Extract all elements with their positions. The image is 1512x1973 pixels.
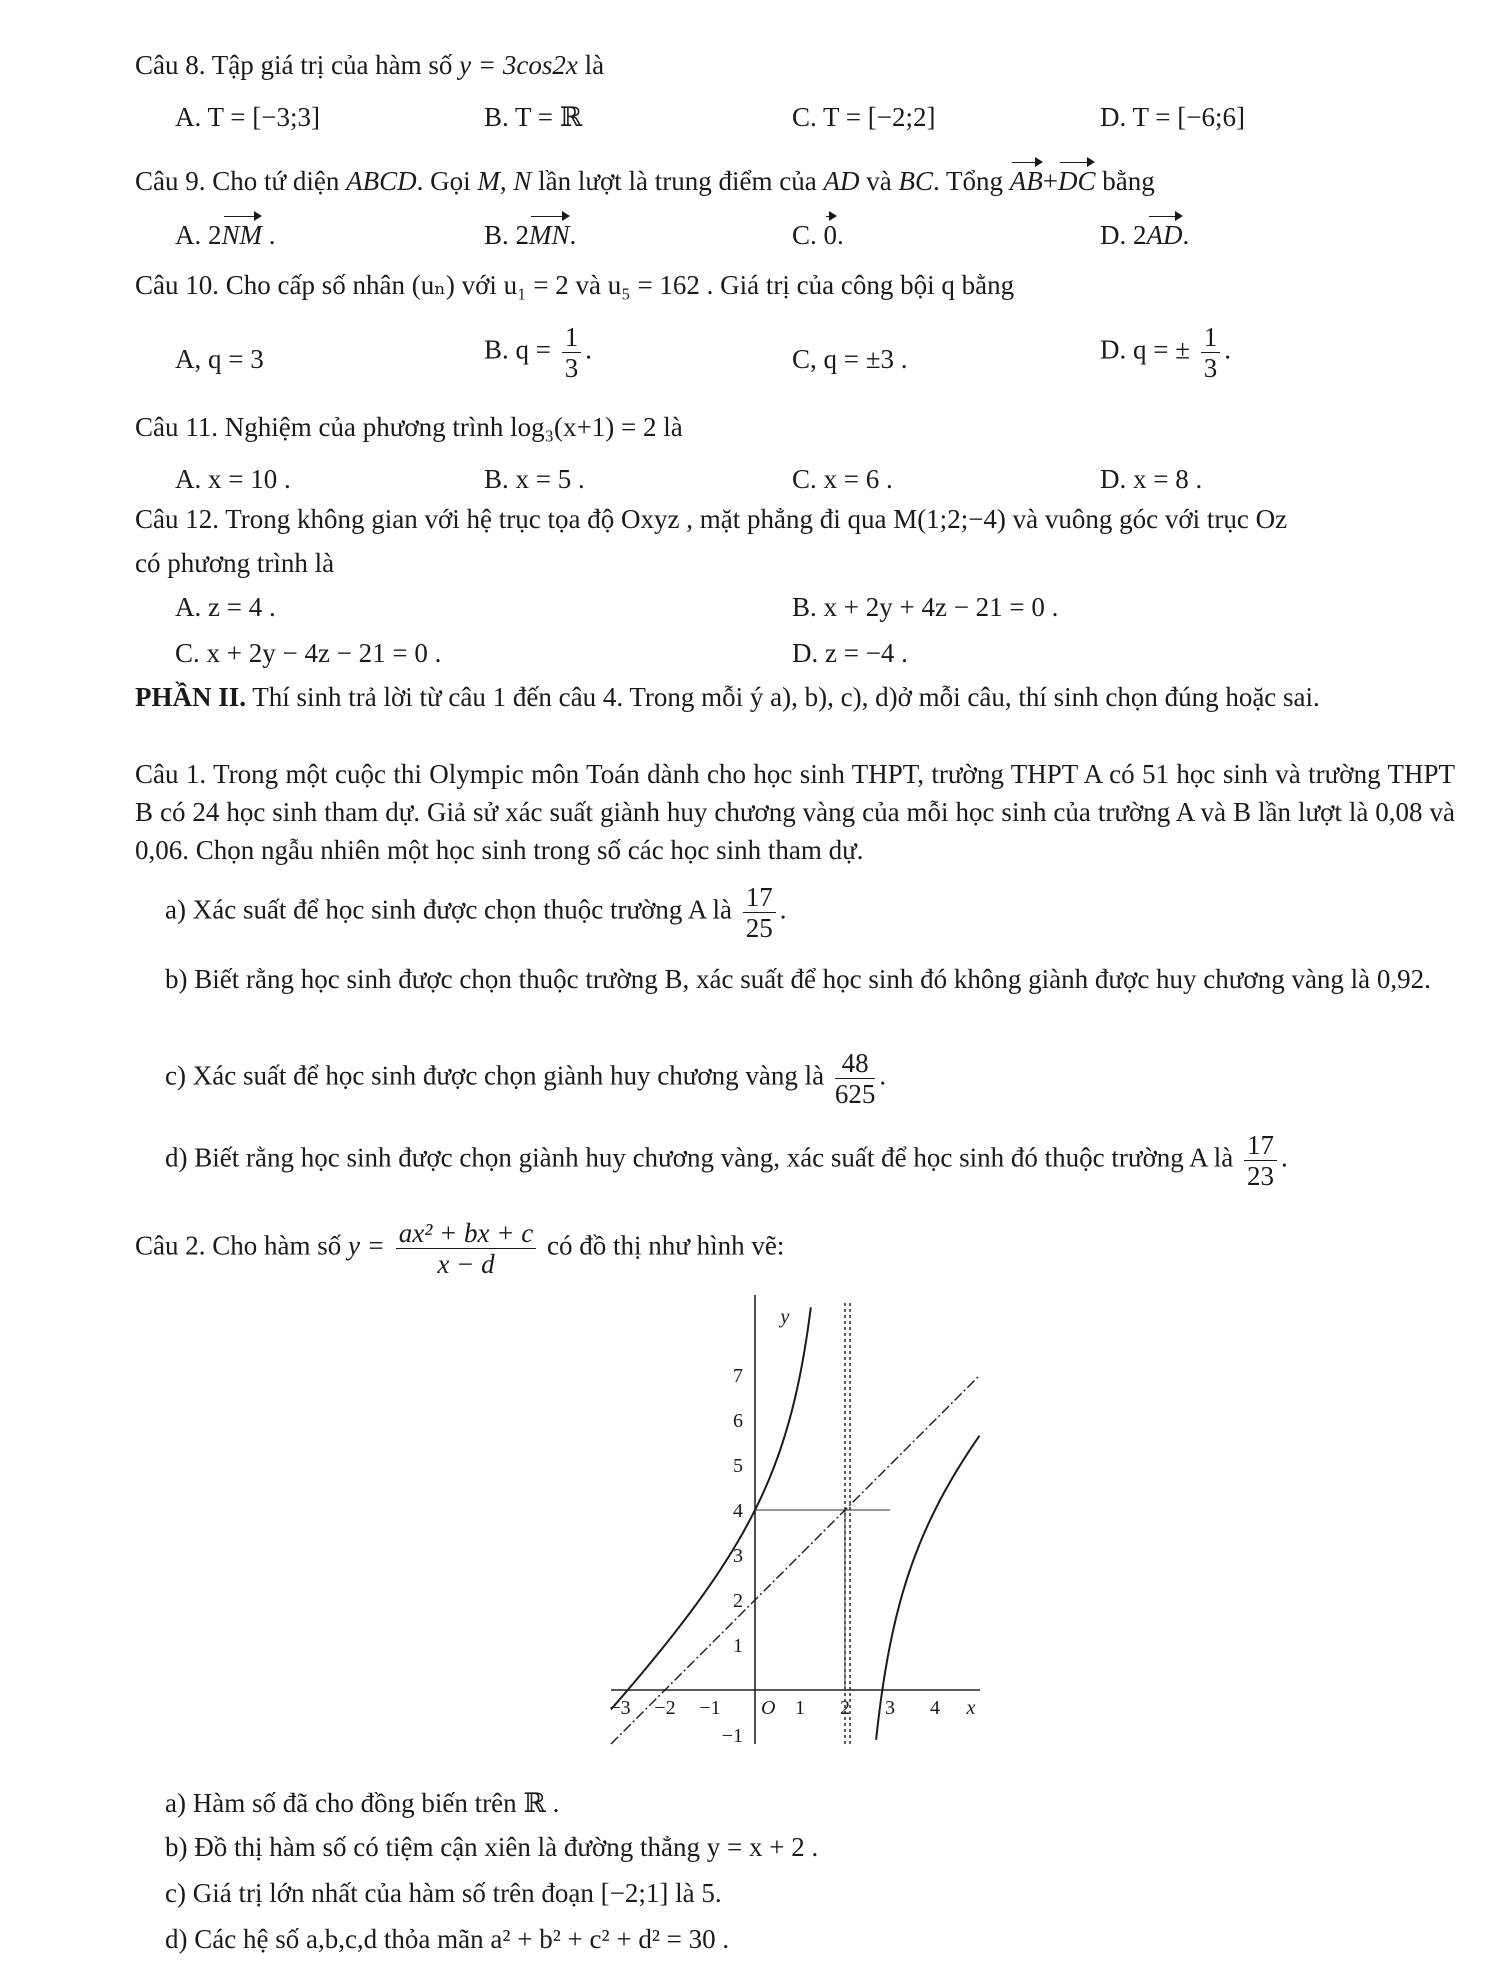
x-tick-1: 1 — [795, 1697, 805, 1719]
q10-b-num: 1 — [562, 322, 582, 353]
q9-b-post: . — [569, 220, 577, 250]
q9-text-d: và — [866, 166, 892, 196]
c1-a-num: 17 — [743, 882, 776, 913]
c1-a-den: 25 — [745, 913, 773, 943]
c2-den: x − d — [437, 1249, 495, 1279]
q8-stem-text: Câu 8. Tập giá trị của hàm số — [135, 50, 453, 80]
c2-item-c: c) Giá trị lớn nhất của hàm số trên đoạn [−2;1] là 5. — [165, 1878, 722, 1908]
q9-text-a: Câu 9. Cho tứ diện — [135, 166, 340, 196]
x-tick-3: 3 — [885, 1697, 895, 1719]
y-tick-7: 7 — [733, 1365, 743, 1387]
q9-text-e: . Tổng — [932, 166, 1003, 196]
q8-option-c: C. T = [−2;2] — [792, 102, 936, 132]
q12-stem-line1: Câu 12. Trong không gian với hệ trục tọa độ Oxyz , mặt phẳng đi qua M(1;2;−4) và vuông góc với trục Oz — [135, 504, 1288, 534]
x-tick-4: 4 — [930, 1697, 940, 1719]
q9-c-pre: C. — [792, 220, 817, 250]
q9-d-post: . — [1182, 220, 1190, 250]
q10-option-b — [484, 322, 592, 383]
q9-option-a — [175, 218, 276, 252]
q9-c-vector: 0 — [823, 220, 838, 250]
c1-d-post: . — [1281, 1142, 1288, 1173]
function-graph — [590, 1295, 1030, 1785]
q10-d-fraction — [1201, 322, 1221, 383]
q9-b-vector: MN — [529, 220, 570, 250]
q9-c-post: . — [837, 220, 844, 250]
x-tick-2: 2 — [840, 1697, 850, 1719]
c1-a-fraction — [743, 882, 776, 943]
c2-y-eq: y = — [348, 1230, 385, 1261]
c1-item-c — [165, 1048, 886, 1109]
q9-ad: AD — [823, 166, 860, 196]
part2-text: Thí sinh trả lời từ câu 1 đến câu 4. Trong mỗi ý a), b), c), d)ở mỗi câu, thí sinh chọn đúng hoặc sai. — [246, 682, 1320, 712]
q10-option-a: A, q = 3 — [175, 344, 264, 374]
q11-option-d: D. x = 8 . — [1100, 464, 1203, 494]
q10-d-den: 3 — [1203, 353, 1218, 383]
c1-item-b: b) Biết rằng học sinh được chọn thuộc trường B, xác suất để học sinh đó không giành được huy chương vàng là 0,92. — [165, 964, 1431, 994]
c2-item-d: d) Các hệ số a,b,c,d thỏa mãn a² + b² + c² + d² = 30 . — [165, 1924, 730, 1954]
y-tick-2: 2 — [733, 1590, 743, 1612]
q9-stem — [135, 164, 1155, 198]
c1-a-text: a) Xác suất để học sinh được chọn thuộc trường A là — [165, 894, 732, 925]
q11-option-a: A. x = 10 . — [175, 464, 291, 494]
q9-plus: + — [1042, 166, 1058, 196]
q8-option-a: A. T = [−3;3] — [175, 102, 320, 132]
q10-d-pre: D. q = ± — [1100, 334, 1191, 365]
q8-option-d: D. T = [−6;6] — [1100, 102, 1245, 132]
q11-option-b: B. x = 5 . — [484, 464, 585, 494]
q8-stem-suffix: là — [584, 50, 605, 80]
q10-option-c: C, q = ±3 . — [792, 344, 908, 374]
c2-stem-post: có đồ thị như hình vẽ: — [546, 1230, 785, 1261]
q10-b-pre: B. q = — [484, 334, 551, 365]
c1-c-den: 625 — [834, 1079, 876, 1109]
q9-vector-dc: DC — [1057, 166, 1096, 196]
c2-stem-pre: Câu 2. Cho hàm số — [135, 1230, 342, 1261]
c1-stem: Câu 1. Trong một cuộc thi Olympic môn Toán dành cho học sinh THPT, trường THPT A có 51 học sinh và trường THPT B có 24 học sinh tham dự. Giả sử xác suất giành huy chương vàng của mỗi học sinh của trường A và B lần lượt là 0,08 và 0,06. Chọn ngẫu nhiên một học sinh trong số các học sinh tham dự. — [135, 759, 1455, 865]
curve-right-branch — [876, 1436, 979, 1740]
c1-c-num: 48 — [835, 1048, 876, 1079]
origin-label: O — [761, 1697, 776, 1719]
q10-b-fraction — [562, 322, 582, 383]
q9-d-pre: D. 2 — [1100, 220, 1147, 250]
q9-a-pre: A. 2 — [175, 220, 222, 250]
q9-a-post: . — [262, 220, 276, 250]
y-tick-5: 5 — [733, 1455, 743, 1477]
c1-c-post: . — [879, 1060, 887, 1091]
q9-d-vector: AD — [1146, 220, 1183, 250]
q9-abcd: ABCD — [346, 166, 417, 196]
q10-d-num: 1 — [1201, 322, 1221, 353]
q10-b-post: . — [585, 334, 592, 365]
x-tick-−1: −1 — [699, 1697, 721, 1719]
q9-mn: M, N — [477, 166, 532, 196]
part2-instructions — [135, 678, 1455, 716]
c2-num: ax² + bx + c — [396, 1218, 537, 1249]
c1-d-fraction — [1244, 1130, 1277, 1191]
q9-b-pre: B. 2 — [484, 220, 530, 250]
c2-stem — [135, 1218, 784, 1279]
q9-a-vector: NM — [221, 220, 262, 250]
q9-text-b: . Gọi — [416, 166, 471, 196]
q10-d-post: . — [1224, 334, 1232, 365]
q10-option-d — [1100, 322, 1231, 383]
oblique-asymptote — [611, 1375, 980, 1744]
q12-stem-line2: có phương trình là — [135, 548, 335, 578]
q8-option-b: B. T = ℝ — [484, 102, 583, 132]
q9-option-d — [1100, 218, 1189, 252]
curve-left-branch — [611, 1307, 811, 1709]
q11-stem: Câu 11. Nghiệm của phương trình log₃(x+1) = 2 là — [135, 412, 683, 442]
q12-option-d: D. z = −4 . — [792, 638, 908, 668]
y-tick-3: 3 — [733, 1545, 743, 1567]
y-tick-1: 1 — [733, 1635, 743, 1657]
c1-d-text: d) Biết rằng học sinh được chọn giành huy chương vàng, xác suất để học sinh đó thuộc trường A là — [165, 1142, 1234, 1173]
c2-fraction — [396, 1218, 537, 1279]
c1-c-fraction — [835, 1048, 876, 1109]
q10-b-den: 3 — [564, 353, 579, 383]
q12-option-c: C. x + 2y − 4z − 21 = 0 . — [175, 638, 442, 668]
c1-d-den: 23 — [1247, 1161, 1275, 1191]
q11-option-c: C. x = 6 . — [792, 464, 893, 494]
q9-option-b — [484, 218, 576, 252]
c1-c-text: c) Xác suất để học sinh được chọn giành huy chương vàng là — [165, 1060, 825, 1091]
c1-d-num: 17 — [1244, 1130, 1277, 1161]
y-axis-label: y — [780, 1306, 790, 1328]
y-tick-4: 4 — [733, 1500, 743, 1522]
q8-stem-math: y = 3cos2x — [459, 50, 578, 80]
c1-a-post: . — [779, 894, 787, 925]
q9-text-c: lần lượt là trung điểm của — [538, 166, 817, 196]
q12-option-b: B. x + 2y + 4z − 21 = 0 . — [792, 592, 1059, 622]
q9-option-c — [792, 218, 844, 252]
y-tick-6: 6 — [733, 1410, 743, 1432]
x-tick-−3: −3 — [609, 1697, 631, 1719]
c2-item-a: a) Hàm số đã cho đồng biến trên ℝ . — [165, 1788, 560, 1818]
q8-stem — [135, 48, 604, 82]
q9-text-f: bằng — [1102, 166, 1155, 196]
x-tick-−2: −2 — [654, 1697, 676, 1719]
q9-bc: BC — [898, 166, 933, 196]
x-axis-label: x — [966, 1697, 976, 1719]
q12-option-a: A. z = 4 . — [175, 592, 276, 622]
y-tick-−1: −1 — [721, 1725, 743, 1747]
c1-item-d — [165, 1130, 1288, 1191]
part2-title: PHẦN II. — [135, 682, 247, 712]
q10-stem: Câu 10. Cho cấp số nhân (uₙ) với u₁ = 2 và u₅ = 162 . Giá trị của công bội q bằng — [135, 270, 1015, 300]
c1-item-a — [165, 882, 786, 943]
c2-item-b: b) Đồ thị hàm số có tiệm cận xiên là đường thẳng y = x + 2 . — [165, 1832, 819, 1862]
q9-vector-ab: AB — [1009, 166, 1043, 196]
